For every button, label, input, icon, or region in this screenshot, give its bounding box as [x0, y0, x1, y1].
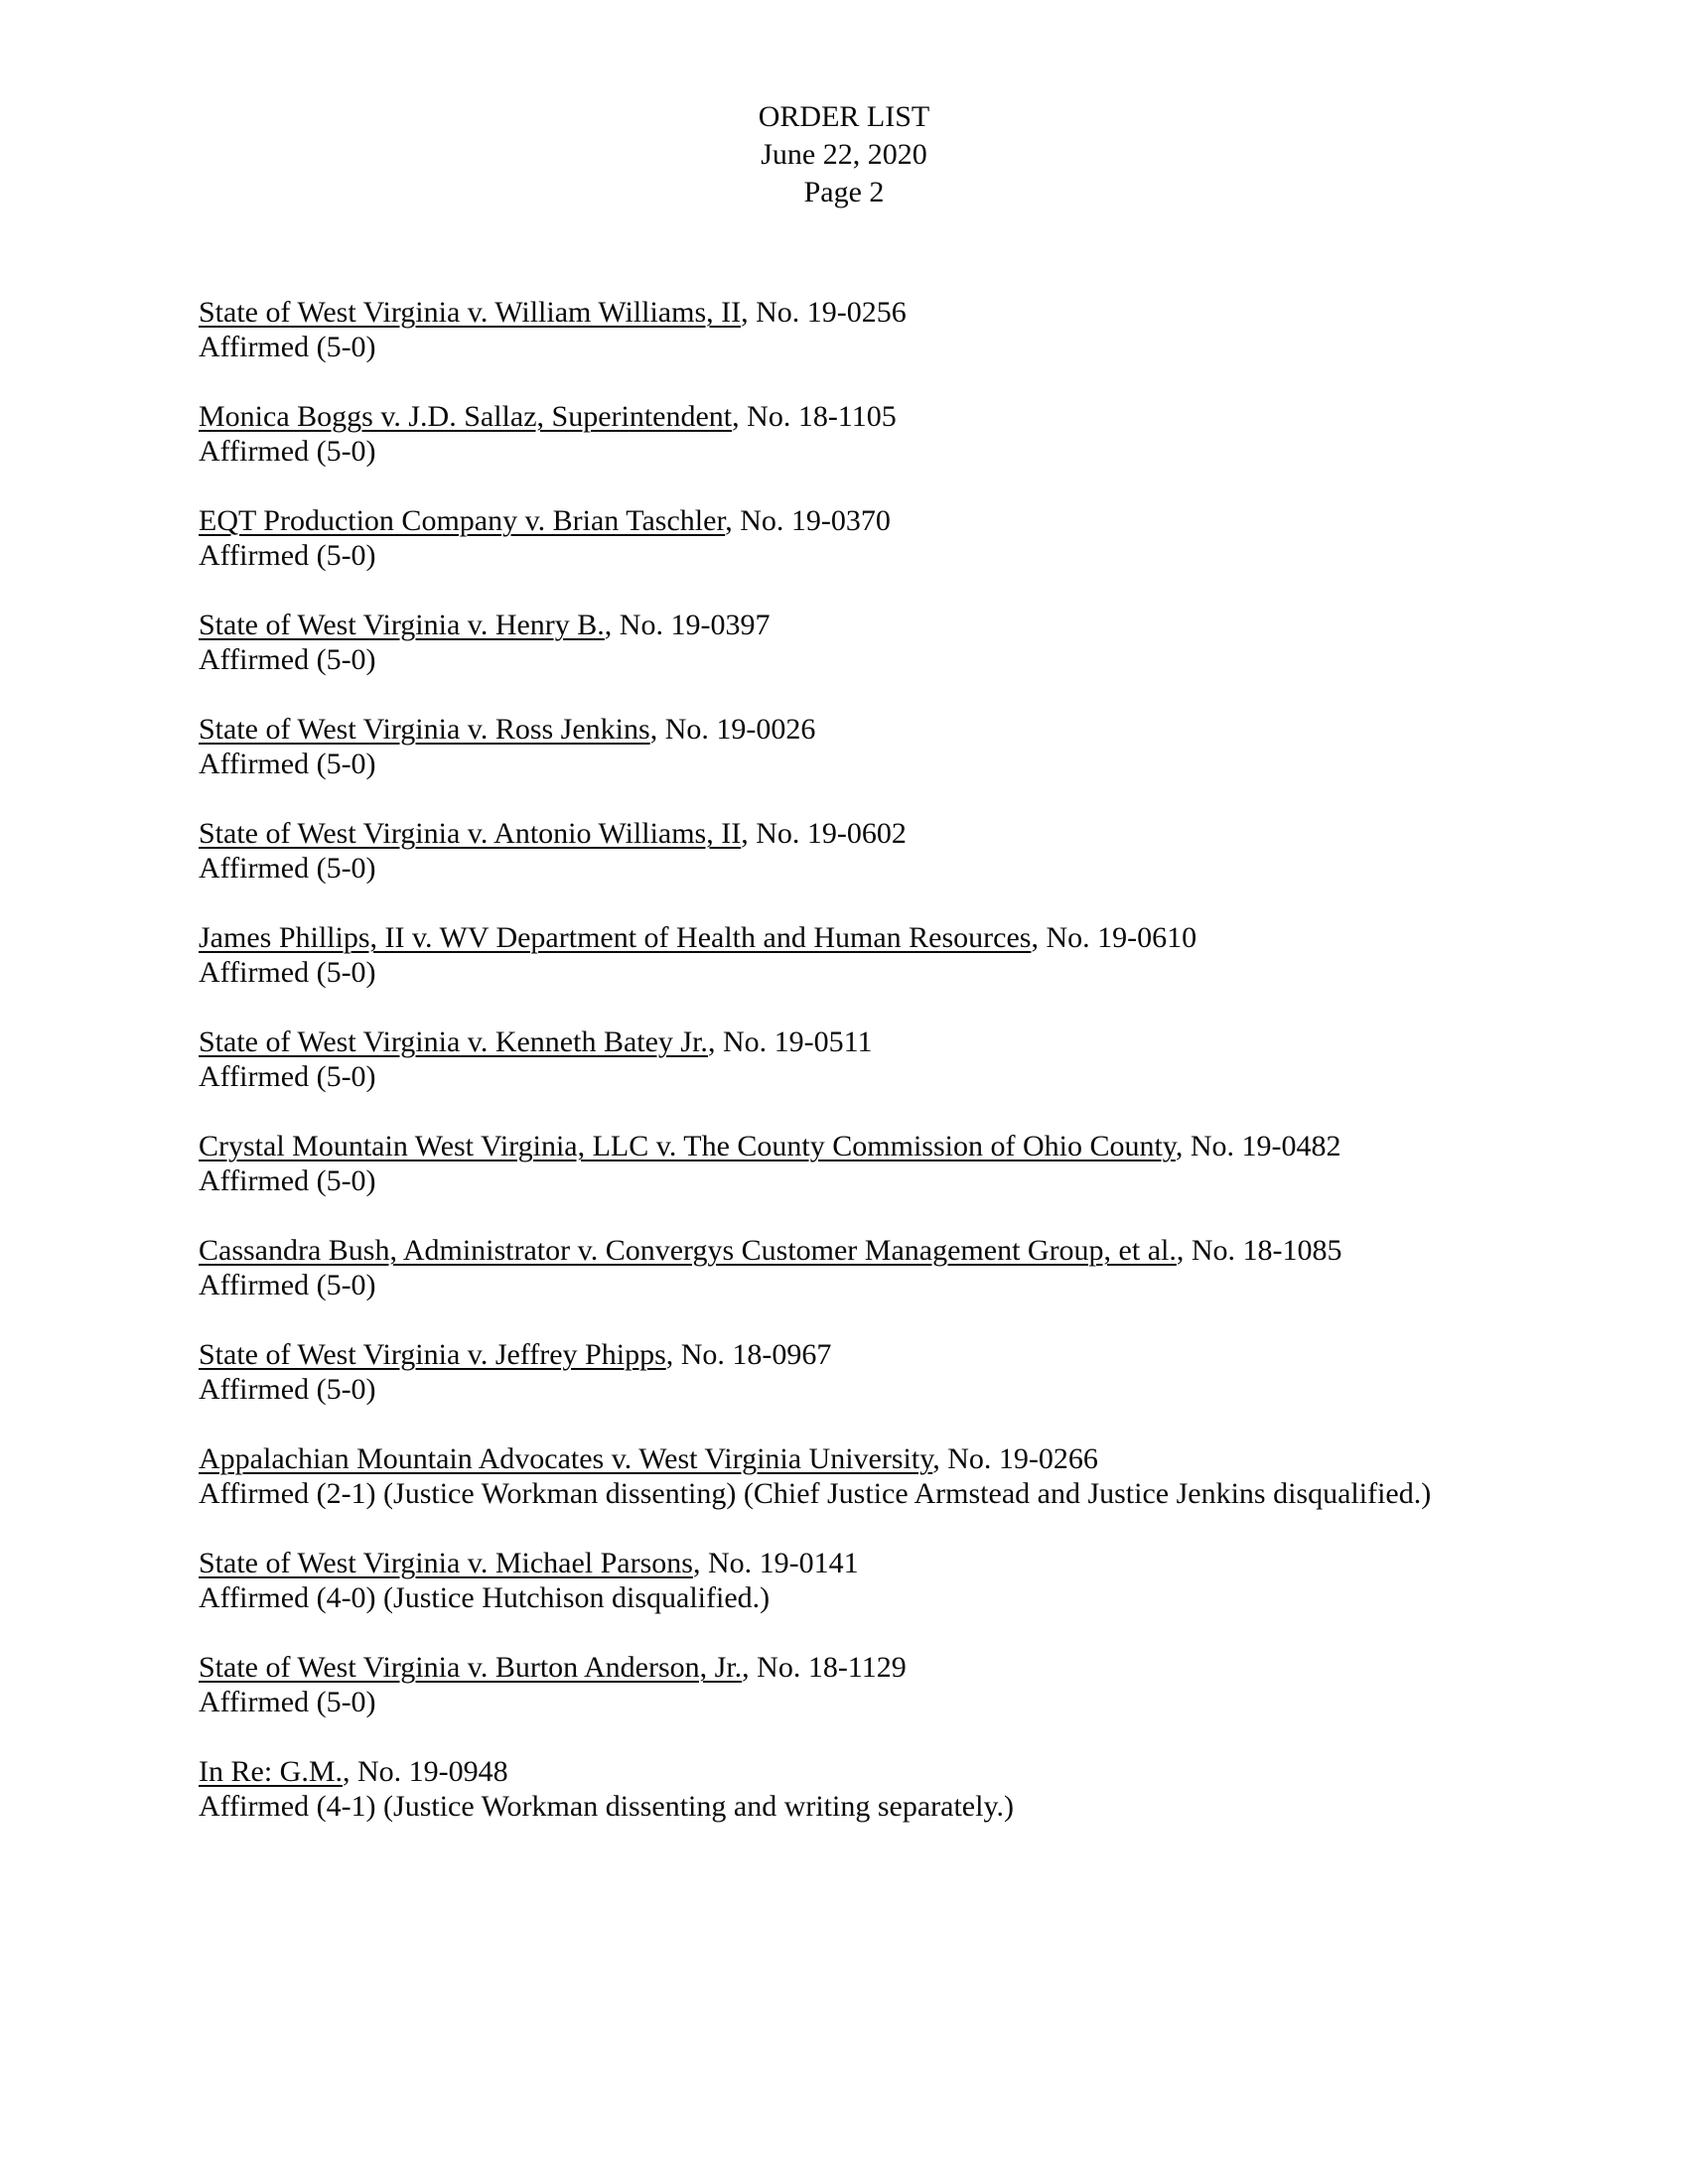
case-number: , No. 19-0602: [741, 817, 907, 850]
case-title-line: [199, 1546, 1499, 1580]
case-result: Affirmed (5-0): [199, 1373, 376, 1406]
case-number: , No. 19-0397: [604, 609, 771, 641]
order-entry: [199, 920, 1499, 990]
page-title: ORDER LIST: [758, 100, 930, 133]
case-result: Affirmed (5-0): [199, 748, 376, 780]
case-number: , No. 18-1085: [1176, 1234, 1342, 1267]
case-name: State of West Virginia v. Antonio Williams, II: [199, 817, 742, 850]
case-result: Affirmed (5-0): [199, 1164, 376, 1197]
case-title-line: [199, 608, 1499, 642]
order-list: [199, 211, 1499, 1824]
case-title-line: [199, 1337, 1499, 1372]
case-number: , No. 18-1129: [742, 1651, 907, 1684]
case-title-line: [199, 1650, 1499, 1685]
case-result: Affirmed (5-0): [199, 852, 376, 885]
case-result: Affirmed (5-0): [199, 539, 376, 572]
case-number: , No. 19-0511: [707, 1025, 873, 1058]
order-entry: [199, 608, 1499, 677]
case-title-line: [199, 1233, 1499, 1268]
case-name: State of West Virginia v. William Williams, II: [199, 296, 742, 329]
case-title-line: [199, 816, 1499, 851]
case-result: Affirmed (4-0) (Justice Hutchison disqualified.): [199, 1581, 771, 1614]
order-entry: [199, 1546, 1499, 1615]
case-number: , No. 18-1105: [732, 400, 897, 433]
case-name: State of West Virginia v. Kenneth Batey Jr.: [199, 1025, 708, 1058]
case-name: James Phillips, II v. WV Department of Health and Human Resources: [199, 921, 1032, 954]
case-title-line: [199, 399, 1499, 434]
case-name: State of West Virginia v. Jeffrey Phipps: [199, 1338, 666, 1371]
case-name: State of West Virginia v. Henry B.: [199, 609, 605, 641]
order-entry: [199, 1650, 1499, 1719]
case-name: In Re: G.M.: [199, 1755, 343, 1788]
order-entry: [199, 712, 1499, 781]
case-title-line: [199, 503, 1499, 538]
case-result: Affirmed (5-0): [199, 435, 376, 468]
case-number: , No. 19-0948: [343, 1755, 508, 1788]
case-result: Affirmed (5-0): [199, 1269, 376, 1301]
case-title-line: [199, 1441, 1499, 1476]
case-number: , No. 19-0370: [725, 504, 891, 537]
case-name: Crystal Mountain West Virginia, LLC v. The County Commission of Ohio County: [199, 1130, 1176, 1162]
case-number: , No. 19-0141: [692, 1547, 859, 1579]
order-entry: [199, 1233, 1499, 1302]
order-entry: [199, 816, 1499, 886]
order-entry: [199, 1754, 1499, 1824]
case-name: Appalachian Mountain Advocates v. West Virginia University: [199, 1442, 933, 1475]
case-name: Cassandra Bush, Administrator v. Convergys Customer Management Group, et al.: [199, 1234, 1177, 1267]
case-name: Monica Boggs v. J.D. Sallaz, Superintendent: [199, 400, 733, 433]
case-result: Affirmed (5-0): [199, 1686, 376, 1718]
order-entry: [199, 1337, 1499, 1407]
case-result: Affirmed (5-0): [199, 956, 376, 989]
order-entry: [199, 503, 1499, 573]
case-result: Affirmed (5-0): [199, 643, 376, 676]
case-result: Affirmed (5-0): [199, 331, 376, 363]
order-entry: [199, 295, 1499, 364]
order-entry: [199, 1024, 1499, 1094]
case-title-line: [199, 920, 1499, 955]
page-header: [0, 0, 1688, 211]
case-name: State of West Virginia v. Burton Anderson, Jr.: [199, 1651, 743, 1684]
case-number: , No. 18-0967: [665, 1338, 832, 1371]
order-entry: [199, 1441, 1499, 1511]
case-name: State of West Virginia v. Ross Jenkins: [199, 713, 650, 746]
case-result: Affirmed (2-1) (Justice Workman dissenting) (Chief Justice Armstead and Justice Jenkins disqualified.): [199, 1477, 1432, 1510]
case-result: Affirmed (5-0): [199, 1060, 376, 1093]
case-title-line: [199, 712, 1499, 747]
page-date: June 22, 2020: [761, 138, 927, 171]
page-number: Page 2: [803, 176, 885, 208]
order-entry: [199, 399, 1499, 469]
case-name: State of West Virginia v. Michael Parsons: [199, 1547, 693, 1579]
case-number: , No. 19-0482: [1175, 1130, 1341, 1162]
case-number: , No. 19-0026: [649, 713, 816, 746]
case-number: , No. 19-0266: [932, 1442, 1098, 1475]
case-number: , No. 19-0610: [1031, 921, 1197, 954]
case-title-line: [199, 1129, 1499, 1163]
case-title-line: [199, 1024, 1499, 1059]
case-name: EQT Production Company v. Brian Taschler: [199, 504, 726, 537]
case-title-line: [199, 295, 1499, 330]
case-result: Affirmed (4-1) (Justice Workman dissenting and writing separately.): [199, 1790, 1014, 1823]
case-number: , No. 19-0256: [741, 296, 907, 329]
case-title-line: [199, 1754, 1499, 1789]
order-entry: [199, 1129, 1499, 1198]
